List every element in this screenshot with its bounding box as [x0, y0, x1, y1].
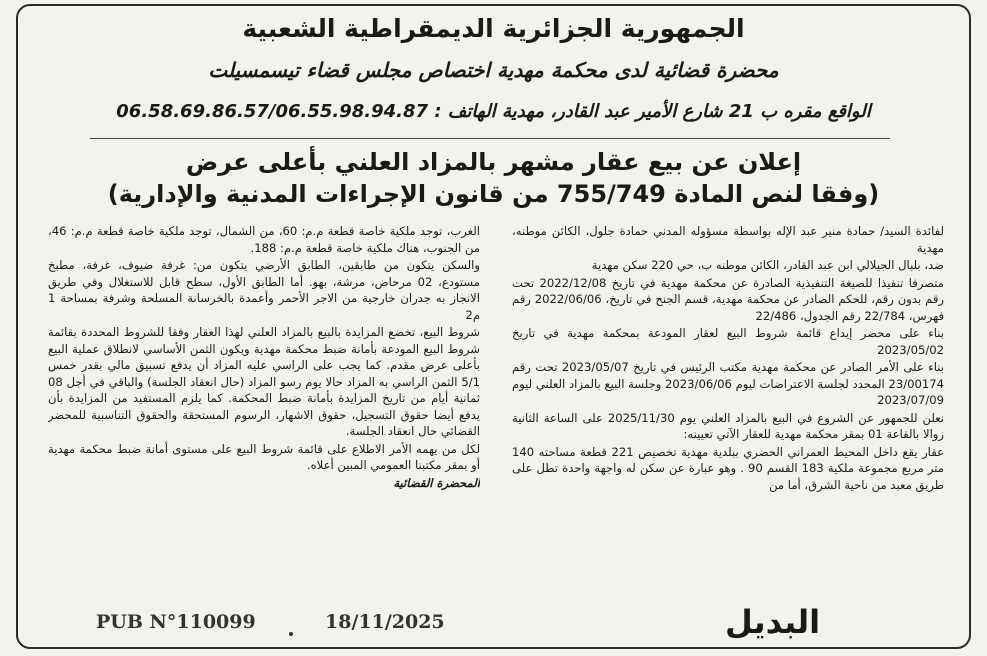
paragraph: شروط البيع، تخضع المزايدة بالبيع بالمزاد العلني لهذا العقار وفقا للشروط المحددة بقائمة شروط البيع المودعة بأمانة ضبط محكمة مهدية ويكون الثمن الأساسي لانطلاق عملية البيع بأعلى عرض مقدم. كما يجب على الراسي عليه المزاد أن يدفع تسبيق مالي بقدر خمس 5/1 الثمن الراسي به المزاد حالا يوم رسو المزاد (حال انعقاد الجلسة) والباقي في أجل 08 ثمانية أيام من تاريخ المزايدة بأمانة ضبط المحكمة. كما يلزم المستفيد من المزايدة بأن يدفع أيضا حقوق التسجيل، حقوق الاشهار، الرسوم المستحقة والحقوق التناسبية للمحضر القضائي حال انعقاد الجلسة. — [48, 325, 480, 438]
address-line: الواقع مقره ب 21 شارع الأمير عبد القادر، مهدية الهاتف : 06.58.69.86.57/06.55.98.94.87 — [116, 101, 871, 122]
paragraph: عقار يقع داخل المحيط العمراني الحضري ببلدية مهدية تخصيص 221 قطعة مساحته 140 متر مربع مجموعة ملكية 183 القسم 90 . وهو عبارة عن سكن له واجهة واحدة تطل على طريق معبد من ناحية الشرق، أما من — [512, 444, 944, 492]
paragraph: متصرفا تنفيذا للصيغة التنفيذية الصادرة عن محكمة مهدية في تاريخ 2022/12/08 تحت رقم بدون رقم، للحكم الصادر عن محكمة مهدية، قسم الجنح في تاريخ، 2022/06/06 رقم فهرس، 22/784 رقم الجدول، 22/486 — [512, 275, 944, 323]
office-heading: محضرة قضائية لدى محكمة مهدية اختصاص مجلس قضاء تيسمسيلت — [208, 58, 779, 82]
paragraph: ضد، بلبال الجيلالي ابن عبد القادر، الكائن موطنه ب، حي 220 سكن مهدية — [591, 258, 944, 272]
notice-subtitle: (وفقا لنص المادة 755/749 من قانون الإجراءات المدنية والإدارية) — [107, 180, 880, 208]
paragraph: الغرب، توجد ملكية خاصة قطعة م.م: 60، من الشمال، توجد ملكية خاصة قطعة م.م: 46، من الجنوب، هناك ملكية خاصة قطعة م.م: 188. — [48, 224, 480, 255]
pub-number: PUB N°110099 — [96, 611, 256, 633]
notice-title: إعلان عن بيع عقار مشهر بالمزاد العلني بأعلى عرض — [185, 148, 802, 176]
newspaper-brand: البديل — [725, 603, 821, 641]
paragraph: بناء على محضر إيداع قائمة شروط البيع لعقار المودعة بمحكمة مهدية في تاريخ 2023/05/02 — [512, 326, 944, 357]
right-text-column — [512, 223, 944, 583]
paragraph: بناء على الأمر الصادر عن محكمة مهدية مكتب الرئيس في تاريخ 2023/05/07 تحت رقم 23/00174 المحدد لجلسة الاعتراضات ليوم 2023/06/06 وجلسة البيع بالمزاد العلني ليوم 2023/07/09 — [512, 360, 944, 407]
publication-date: 18/11/2025 — [325, 611, 445, 633]
signature: المحضرة القضائية — [393, 475, 480, 490]
footer-separator-dot — [289, 632, 293, 636]
header-divider — [90, 138, 890, 139]
left-text-column — [48, 223, 480, 583]
republic-heading: الجمهورية الجزائرية الديمقراطية الشعبية — [242, 14, 745, 43]
paragraph: لفائدة السيد/ حمادة منير عبد الإله بواسطة مسؤوله المدني حمادة جلول، الكائن موطنه، مهدية — [512, 224, 944, 255]
paragraph: لكل من يهمه الأمر الاطلاع على قائمة شروط البيع على مستوى أمانة ضبط محكمة مهدية أو بمقر مكتبنا العمومي المبين أعلاه. — [48, 441, 480, 472]
paragraph: والسكن يتكون من طابقين، الطابق الأرضي يتكون من: غرفة ضيوف، غرفة، مطبخ مستودع، 02 مرحاض، مرشة، بهو. أما الطابق الأول، سطح قابل للاستغلال وفي طريق الانجاز به جدران خارجية من الاجر الأحمر وأعمدة بالخرسانة المسلحة وشرفة بمساحة 1 م2 — [48, 258, 480, 322]
paragraph: نعلن للجمهور عن الشروع في البيع بالمزاد العلني يوم 2025/11/30 على الساعة الثانية زوالا بالقاعة 01 بمقر محكمة مهدية للعقار الآتي تعيينه: — [512, 410, 944, 441]
